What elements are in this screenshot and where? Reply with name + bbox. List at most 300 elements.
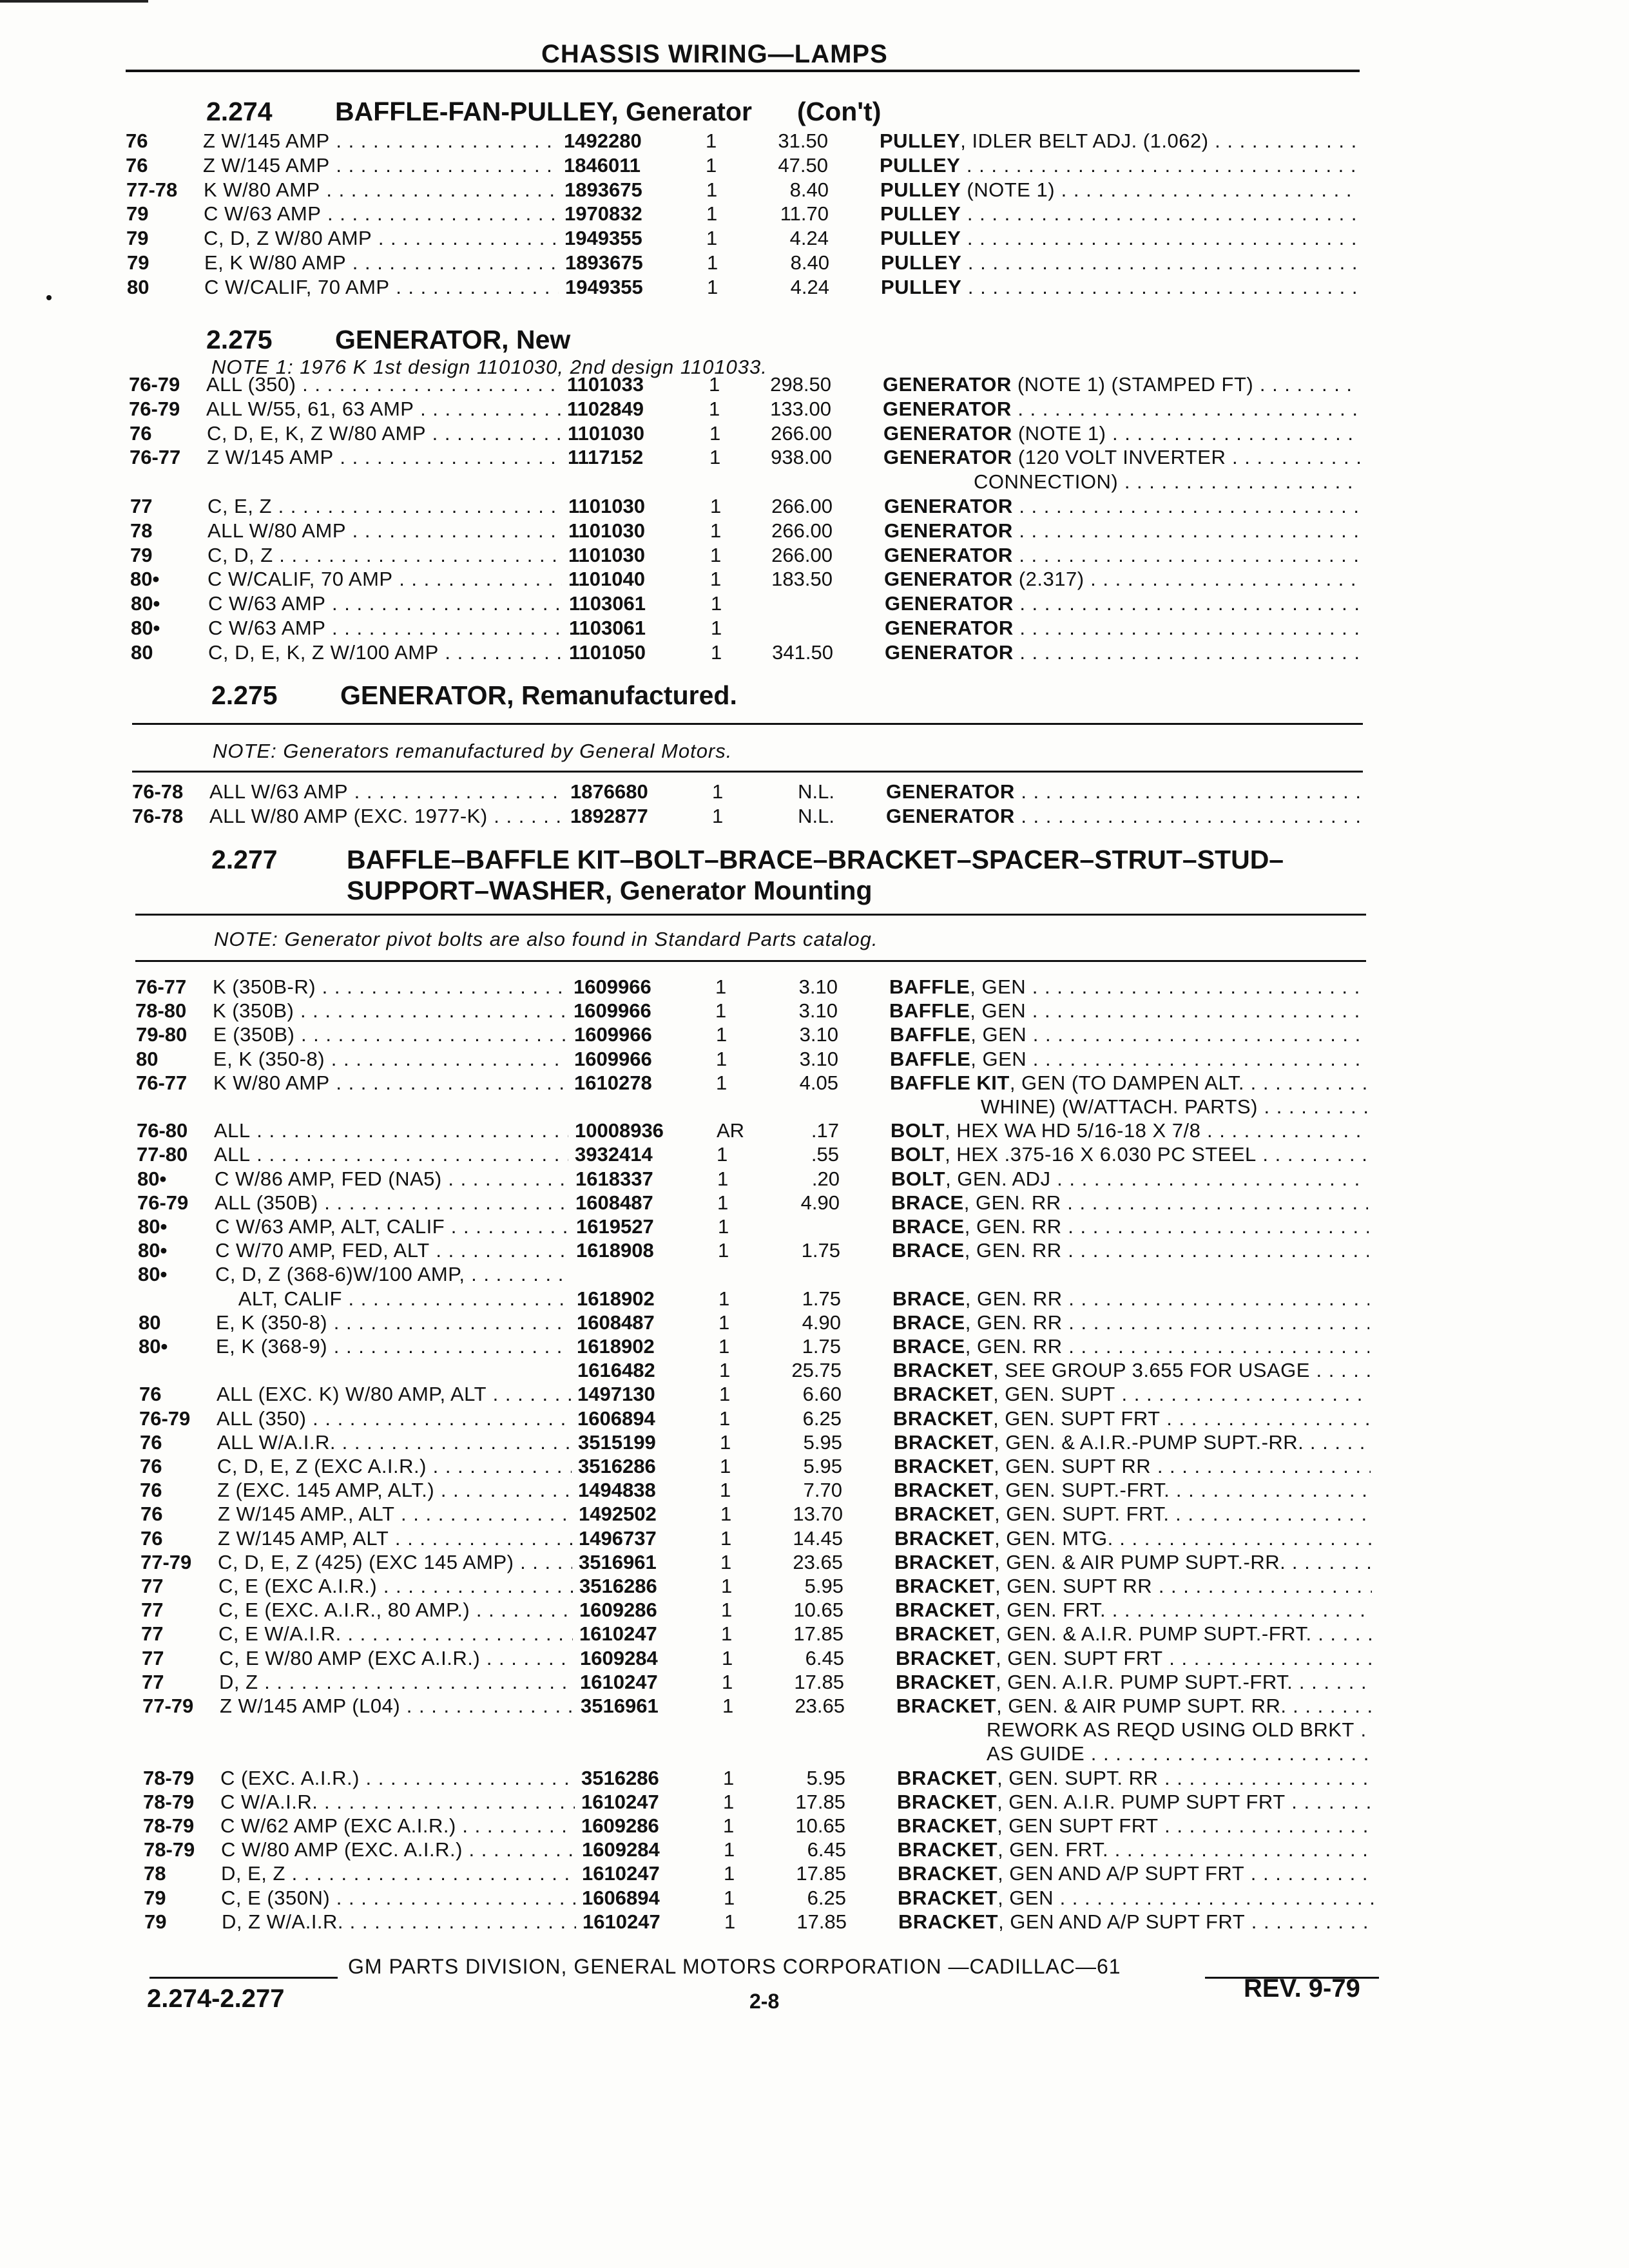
description: ALL . . .: [214, 1142, 568, 1167]
model-year: 77-79: [142, 1695, 194, 1717]
price: 6.60: [802, 1383, 842, 1406]
quantity: 1: [710, 495, 722, 517]
price: 5.95: [803, 1455, 842, 1477]
model-year: 79: [127, 251, 149, 274]
part-name-bold: GENERATOR: [884, 543, 1013, 566]
quantity: 1: [715, 999, 727, 1023]
quantity: 1: [724, 1862, 735, 1885]
part-name: [883, 372, 1360, 397]
model-year: 80•: [138, 1215, 168, 1238]
description: E, K (368-9) . . .: [216, 1334, 570, 1359]
model-year: 79-80: [136, 1023, 188, 1046]
description: Z W/145 AMP, ALT . . .: [218, 1526, 572, 1551]
price: 17.85: [796, 1862, 846, 1885]
quantity: 1: [720, 1503, 732, 1526]
model-year: 76: [140, 1455, 162, 1477]
price: N.L.: [798, 805, 834, 827]
part-name-detail: , GEN. A.I.R. PUMP SUPT.-FRT.: [996, 1670, 1293, 1693]
part-number: 1609966: [574, 999, 651, 1023]
part-name: [884, 543, 1361, 568]
model-year: 76: [126, 153, 148, 177]
section-title-line-1: BAFFLE–BAFFLE KIT–BOLT–BRACE–BRACKET–SPACER–STRUT–STUD–: [347, 845, 1284, 874]
part-name-bold: BAFFLE: [889, 999, 970, 1023]
description: Z W/145 AMP . . .: [207, 445, 561, 470]
part-name-detail: (NOTE 1): [961, 178, 1055, 201]
part-name-bold: PULLEY: [881, 251, 962, 274]
quantity: 1: [716, 1071, 728, 1094]
part-name-bold: BRACE: [892, 1311, 965, 1334]
price: 266.00: [771, 495, 833, 517]
price: 14.45: [793, 1526, 843, 1550]
part-number: 1949355: [564, 227, 642, 250]
price: 25.75: [791, 1359, 842, 1382]
part-name: [883, 397, 1360, 421]
description: D, Z . . .: [219, 1670, 574, 1695]
section-title-line-2: SUPPORT–WASHER, Generator Mounting: [347, 876, 872, 905]
model-year: 77-80: [137, 1143, 188, 1166]
quantity: 1: [724, 1910, 736, 1933]
price: .55: [811, 1143, 839, 1166]
part-name-bold: BOLT: [891, 1119, 945, 1142]
section-2-275-heading: [206, 325, 570, 355]
part-name: [893, 1382, 1370, 1407]
quantity: 1: [717, 1143, 728, 1166]
quantity: 1: [718, 1239, 729, 1262]
quantity: 1: [722, 1695, 734, 1717]
part-number: 1494838: [578, 1479, 656, 1502]
section-number: 2.277: [211, 845, 278, 874]
model-year: 77: [141, 1599, 164, 1622]
part-name: [894, 1478, 1371, 1503]
part-number: 1892877: [570, 805, 648, 827]
price: 17.85: [794, 1670, 844, 1693]
part-name: [880, 226, 1357, 251]
description: ALL (EXC. K) W/80 AMP, ALT . . .: [217, 1382, 571, 1407]
part-name: [891, 1119, 1367, 1143]
part-name-bold: GENERATOR: [884, 568, 1013, 591]
description: ALL W/80 AMP (EXC. 1977-K) . . .: [209, 804, 564, 829]
part-number: 1609284: [580, 1646, 658, 1669]
part-name: [883, 470, 1360, 494]
quantity: AR: [717, 1119, 745, 1142]
price: 6.25: [802, 1407, 842, 1430]
quantity: 1: [724, 1838, 735, 1861]
part-name-detail: (NOTE 1) (STAMPED FT): [1011, 373, 1254, 396]
description: C W/70 AMP, FED, ALT . . .: [215, 1238, 570, 1263]
description: C, D, Z (368-6)W/100 AMP, . . .: [215, 1262, 570, 1287]
part-name: [881, 251, 1358, 275]
quantity: 1: [712, 780, 724, 803]
part-name-detail: , GEN. SUPT.-FRT.: [994, 1479, 1170, 1502]
part-name-detail: , GEN AND A/P SUPT FRT: [998, 1910, 1246, 1933]
part-name-bold: BRACKET: [894, 1430, 994, 1454]
part-name-bold: BRACE: [892, 1287, 965, 1310]
part-name: [894, 1550, 1371, 1575]
price: 5.95: [803, 1430, 842, 1454]
footer-section-range: 2.274-2.277: [147, 1984, 285, 2013]
model-year: 76: [130, 421, 152, 445]
description: C, D, Z . . .: [207, 543, 562, 568]
part-name-detail: , GEN. & AIR PUMP SUPT. RR.: [996, 1695, 1287, 1717]
model-year: 76-77: [136, 1071, 188, 1094]
description: E (350B) . . .: [213, 1023, 568, 1047]
price: 183.50: [771, 568, 833, 591]
part-name-bold: BRACKET: [895, 1599, 996, 1622]
quantity: 1: [723, 1814, 735, 1837]
quantity: 1: [706, 130, 717, 152]
price: 3.10: [798, 975, 838, 998]
part-name-bold: BRACKET: [895, 1575, 996, 1597]
part-name-bold: GENERATOR: [886, 805, 1015, 827]
quantity: 1: [709, 397, 720, 420]
part-name: [890, 1023, 1367, 1047]
top-rule: [0, 0, 148, 3]
quantity: 1: [722, 1670, 733, 1693]
price: 266.00: [771, 519, 833, 542]
model-year: 76: [140, 1526, 163, 1550]
part-name-detail: , GEN. SUPT RR: [995, 1575, 1153, 1597]
description: E, K (350-8) . . .: [213, 1047, 568, 1072]
part-name: [883, 421, 1360, 446]
part-name: [896, 1646, 1373, 1671]
part-name: [880, 153, 1356, 178]
part-name-detail: REWORK AS REQD USING OLD BRKT: [987, 1718, 1354, 1742]
section-title: BAFFLE-FAN-PULLEY, Generator: [335, 97, 752, 126]
part-name-bold: BRACKET: [898, 1838, 998, 1861]
part-name-detail: (2.317): [1012, 568, 1084, 591]
part-name-bold: GENERATOR: [885, 617, 1014, 639]
part-name: [892, 1334, 1369, 1359]
part-name: [896, 1670, 1373, 1695]
description: C W/CALIF, 70 AMP . . .: [204, 275, 559, 300]
quantity: 1: [712, 805, 724, 827]
part-number: 3932414: [575, 1143, 653, 1166]
price: 17.85: [795, 1790, 845, 1813]
part-name-detail: , GEN: [970, 1047, 1027, 1070]
description: C, D, Z W/80 AMP . . .: [204, 226, 558, 251]
part-number: 1101030: [568, 495, 645, 517]
part-number: 1102849: [567, 397, 644, 420]
section-number: 2.275: [211, 680, 278, 710]
part-name: [893, 1407, 1370, 1431]
part-number: 1619527: [576, 1215, 654, 1238]
part-name-detail: , GEN. RR: [965, 1335, 1063, 1358]
part-name: [889, 975, 1366, 999]
model-year: 77: [141, 1575, 164, 1597]
price: 23.65: [795, 1695, 845, 1717]
part-number: 3516286: [579, 1575, 657, 1597]
model-year: 76: [140, 1479, 162, 1502]
part-number: 1609284: [582, 1838, 660, 1861]
section-number: 2.275: [206, 325, 273, 354]
part-name-detail: , HEX .375-16 X 6.030 PC STEEL: [945, 1143, 1257, 1166]
quantity: 1: [709, 446, 721, 469]
part-name-detail: , GEN: [970, 975, 1027, 998]
price: 17.85: [796, 1910, 847, 1933]
part-name: [892, 1287, 1369, 1311]
part-number: 1608487: [575, 1191, 653, 1214]
note-generator-new: NOTE 1: 1976 K 1st design 1101030, 2nd design 1101033.: [211, 356, 767, 378]
part-number: 1846011: [564, 153, 641, 177]
part-name: [898, 1861, 1374, 1886]
price: 5.95: [804, 1575, 843, 1597]
part-number: 1610247: [579, 1622, 657, 1646]
section-continued: (Con't): [796, 97, 882, 126]
part-name: [892, 1215, 1369, 1239]
part-name: [894, 1454, 1371, 1479]
price: 341.50: [772, 640, 833, 664]
description: ALT, CALIF . . .: [216, 1287, 570, 1311]
model-year: 79: [126, 227, 149, 250]
part-name-bold: BRACKET: [894, 1503, 995, 1526]
part-name-detail: , IDLER BELT ADJ. (1.062): [960, 130, 1209, 152]
model-year: 80•: [138, 1263, 168, 1286]
part-name: [880, 178, 1357, 202]
part-name-bold: GENERATOR: [885, 592, 1014, 615]
price: 4.24: [789, 227, 829, 250]
part-name: [890, 1071, 1367, 1095]
description: ALL W/80 AMP . . .: [207, 519, 562, 543]
footer-rule-left: [149, 1977, 338, 1979]
price: 4.90: [802, 1311, 841, 1334]
part-number: 1117152: [568, 446, 644, 469]
part-name-detail: , GEN. SUPT. RR: [997, 1766, 1159, 1789]
model-year: 78: [144, 1862, 166, 1885]
part-name: [891, 1167, 1368, 1191]
description: E, K (350-8) . . .: [216, 1311, 570, 1335]
part-name-detail: , SEE GROUP 3.655 FOR USAGE: [993, 1359, 1310, 1382]
part-name-detail: , GEN. SUPT. FRT.: [994, 1503, 1170, 1526]
model-year: 76: [140, 1430, 162, 1454]
quantity: 1: [710, 543, 722, 566]
part-number: 3516961: [579, 1550, 657, 1573]
model-year: 77: [142, 1646, 164, 1669]
model-year: 79: [144, 1910, 167, 1933]
model-year: 80•: [131, 617, 160, 639]
part-name-bold: BRACKET: [897, 1766, 998, 1789]
description: C W/80 AMP (EXC. A.I.R.) . . .: [221, 1838, 575, 1862]
quantity: 1: [711, 592, 722, 615]
model-year: 80•: [131, 592, 160, 615]
description: ALL W/63 AMP . . .: [209, 780, 564, 804]
part-number: 1496737: [579, 1526, 657, 1550]
model-year: 80: [139, 1311, 161, 1334]
description: C, E W/80 AMP (EXC A.I.R.) . . .: [219, 1646, 574, 1671]
part-name-bold: BRACKET: [894, 1526, 995, 1550]
part-name-bold: BRACKET: [893, 1383, 994, 1406]
price: N.L.: [798, 780, 834, 803]
description: C W/86 AMP, FED (NA5) . . .: [215, 1167, 569, 1191]
description: C (EXC. A.I.R.) . . .: [220, 1766, 575, 1791]
part-name-detail: , GEN. FRT.: [995, 1599, 1106, 1622]
price: 6.25: [807, 1886, 846, 1909]
part-name-bold: GENERATOR: [885, 640, 1014, 664]
part-name-detail: , GEN. ADJ: [945, 1167, 1051, 1190]
part-name: [898, 1886, 1374, 1910]
part-number: 1609286: [581, 1814, 659, 1837]
part-number: 1610278: [574, 1071, 652, 1094]
description: ALL (350) . . .: [206, 372, 561, 397]
description: Z (EXC. 145 AMP, ALT.) . . .: [217, 1478, 572, 1503]
quantity: 1: [719, 1407, 731, 1430]
part-number: 1101030: [568, 519, 645, 542]
price: 31.50: [778, 130, 828, 152]
description: C W/63 AMP . . .: [204, 202, 558, 226]
description: C, E (EXC A.I.R.) . . .: [218, 1574, 573, 1599]
part-name-bold: BAFFLE: [890, 1047, 971, 1070]
part-name-detail: , GEN (TO DAMPEN ALT.: [1009, 1071, 1245, 1094]
model-year: 80•: [138, 1239, 168, 1262]
part-number: 1610247: [580, 1670, 658, 1693]
price: 6.45: [805, 1646, 844, 1669]
quantity: 1: [720, 1550, 732, 1573]
price: 11.70: [780, 202, 829, 226]
title-rule: [126, 70, 1360, 72]
model-year: 79: [126, 202, 149, 226]
part-number: 3515199: [578, 1430, 656, 1454]
price: 1.75: [802, 1287, 841, 1310]
part-name-bold: BRACKET: [894, 1550, 995, 1573]
footer-publisher: GM PARTS DIVISION, GENERAL MOTORS CORPORATION —CADILLAC—61: [348, 1955, 1121, 1978]
quantity: 1: [719, 1359, 731, 1382]
part-name-bold: BRACE: [891, 1191, 964, 1214]
note-rule-bottom: [132, 771, 1363, 773]
part-name: [897, 1814, 1374, 1838]
price: 23.65: [793, 1550, 843, 1573]
description: Z W/145 AMP . . .: [203, 153, 557, 178]
part-number: 1893675: [564, 178, 642, 201]
description: ALL (350B) . . .: [215, 1191, 569, 1215]
part-name: [891, 1191, 1368, 1215]
part-name-detail: , GEN SUPT FRT: [997, 1814, 1159, 1837]
note-rule-bottom: [135, 960, 1366, 962]
part-name: [895, 1598, 1372, 1622]
part-number: 1497130: [577, 1383, 655, 1406]
description: C, E (EXC. A.I.R., 80 AMP.) . . .: [218, 1598, 573, 1622]
part-name: [898, 1910, 1375, 1934]
note-rule-top: [135, 914, 1366, 916]
model-year: 76-79: [129, 397, 180, 420]
part-number: 1103061: [569, 617, 646, 639]
part-name-bold: BRACE: [892, 1239, 965, 1262]
quantity: 1: [721, 1622, 733, 1646]
part-name-bold: BRACKET: [896, 1695, 997, 1717]
model-year: 77: [141, 1622, 164, 1646]
quantity: 1: [706, 178, 718, 201]
quantity: 1: [718, 1287, 730, 1310]
price: 266.00: [771, 421, 832, 445]
description: C W/62 AMP (EXC A.I.R.) . . .: [220, 1814, 575, 1838]
quantity: 1: [707, 275, 718, 298]
part-name-bold: GENERATOR: [883, 446, 1012, 469]
part-name-bold: BAFFLE: [890, 1023, 971, 1046]
part-number: 3516286: [578, 1455, 656, 1477]
price: 133.00: [770, 397, 831, 420]
part-number: 1101040: [568, 568, 645, 591]
part-name-bold: GENERATOR: [883, 421, 1012, 445]
price: 8.40: [790, 251, 829, 274]
part-name: [889, 999, 1366, 1023]
part-name-bold: BAFFLE: [889, 975, 970, 998]
part-name-detail: , GEN. RR: [965, 1311, 1063, 1334]
quantity: 1: [724, 1886, 735, 1909]
part-name: [886, 804, 1363, 829]
quantity: 1: [722, 1646, 733, 1669]
model-year: 76-78: [132, 805, 184, 827]
part-name-detail: , GEN. MTG.: [994, 1526, 1113, 1550]
part-name-detail: , GEN: [970, 999, 1027, 1023]
part-name-detail: AS GUIDE: [987, 1742, 1085, 1765]
part-number: 1616482: [577, 1359, 655, 1382]
part-name-bold: GENERATOR: [883, 397, 1012, 420]
model-year: 80: [131, 640, 153, 664]
part-name-detail: , GEN AND A/P SUPT FRT: [998, 1862, 1245, 1885]
description: C, E (350N) . . .: [221, 1886, 575, 1910]
price: 6.45: [807, 1838, 846, 1861]
part-name-bold: BRACKET: [898, 1886, 998, 1909]
part-name-detail: , GEN: [970, 1023, 1027, 1046]
model-year: 77: [142, 1670, 164, 1693]
part-number: 1609966: [574, 975, 651, 998]
part-number: 3516286: [581, 1766, 659, 1789]
part-name-bold: BRACE: [892, 1215, 965, 1238]
part-number: 1606894: [577, 1407, 655, 1430]
price: 4.90: [800, 1191, 840, 1214]
part-name: [892, 1238, 1369, 1263]
part-name: [891, 1095, 1367, 1119]
description: C W/63 AMP . . .: [208, 616, 563, 640]
part-name-bold: GENERATOR: [884, 519, 1013, 542]
part-name-bold: BRACKET: [898, 1910, 999, 1933]
part-name: [884, 567, 1361, 591]
model-year: 80: [127, 275, 149, 298]
part-name-detail: , GEN. RR: [964, 1239, 1062, 1262]
model-year: 80•: [139, 1335, 168, 1358]
description: ALL . . .: [214, 1119, 568, 1143]
part-number: 1618908: [576, 1239, 654, 1262]
part-name-detail: (NOTE 1): [1012, 421, 1106, 445]
part-name-bold: BRACKET: [897, 1814, 998, 1837]
part-number: 1492502: [579, 1503, 657, 1526]
part-name-bold: GENERATOR: [886, 780, 1015, 803]
part-name: [897, 1766, 1374, 1791]
quantity: 1: [720, 1455, 731, 1477]
section-2-275-reman-heading: [211, 680, 737, 711]
part-name: [895, 1622, 1372, 1646]
part-number: 1101030: [568, 543, 645, 566]
model-year: 78-79: [144, 1838, 195, 1861]
part-name: [884, 494, 1361, 519]
model-year: 80•: [130, 568, 160, 591]
model-year: 78-79: [143, 1790, 195, 1813]
part-number: 1949355: [565, 275, 643, 298]
description: ALL W/A.I.R. . . .: [217, 1430, 572, 1455]
model-year: 77: [130, 495, 153, 517]
description: Z W/145 AMP., ALT . . .: [218, 1502, 572, 1526]
part-number: 1970832: [564, 202, 642, 226]
price: 4.24: [790, 275, 829, 298]
part-name-bold: BRACKET: [898, 1862, 998, 1885]
quantity: 1: [711, 617, 722, 639]
price: 3.10: [799, 1047, 838, 1070]
part-name-bold: PULLEY: [880, 130, 961, 152]
part-number: 1610247: [581, 1790, 659, 1813]
part-name: [886, 780, 1363, 804]
description: K (350B-R) . . .: [213, 975, 567, 999]
description: ALL (350) . . .: [217, 1407, 571, 1431]
price: 7.70: [803, 1479, 842, 1502]
model-year: 76-80: [137, 1119, 188, 1142]
